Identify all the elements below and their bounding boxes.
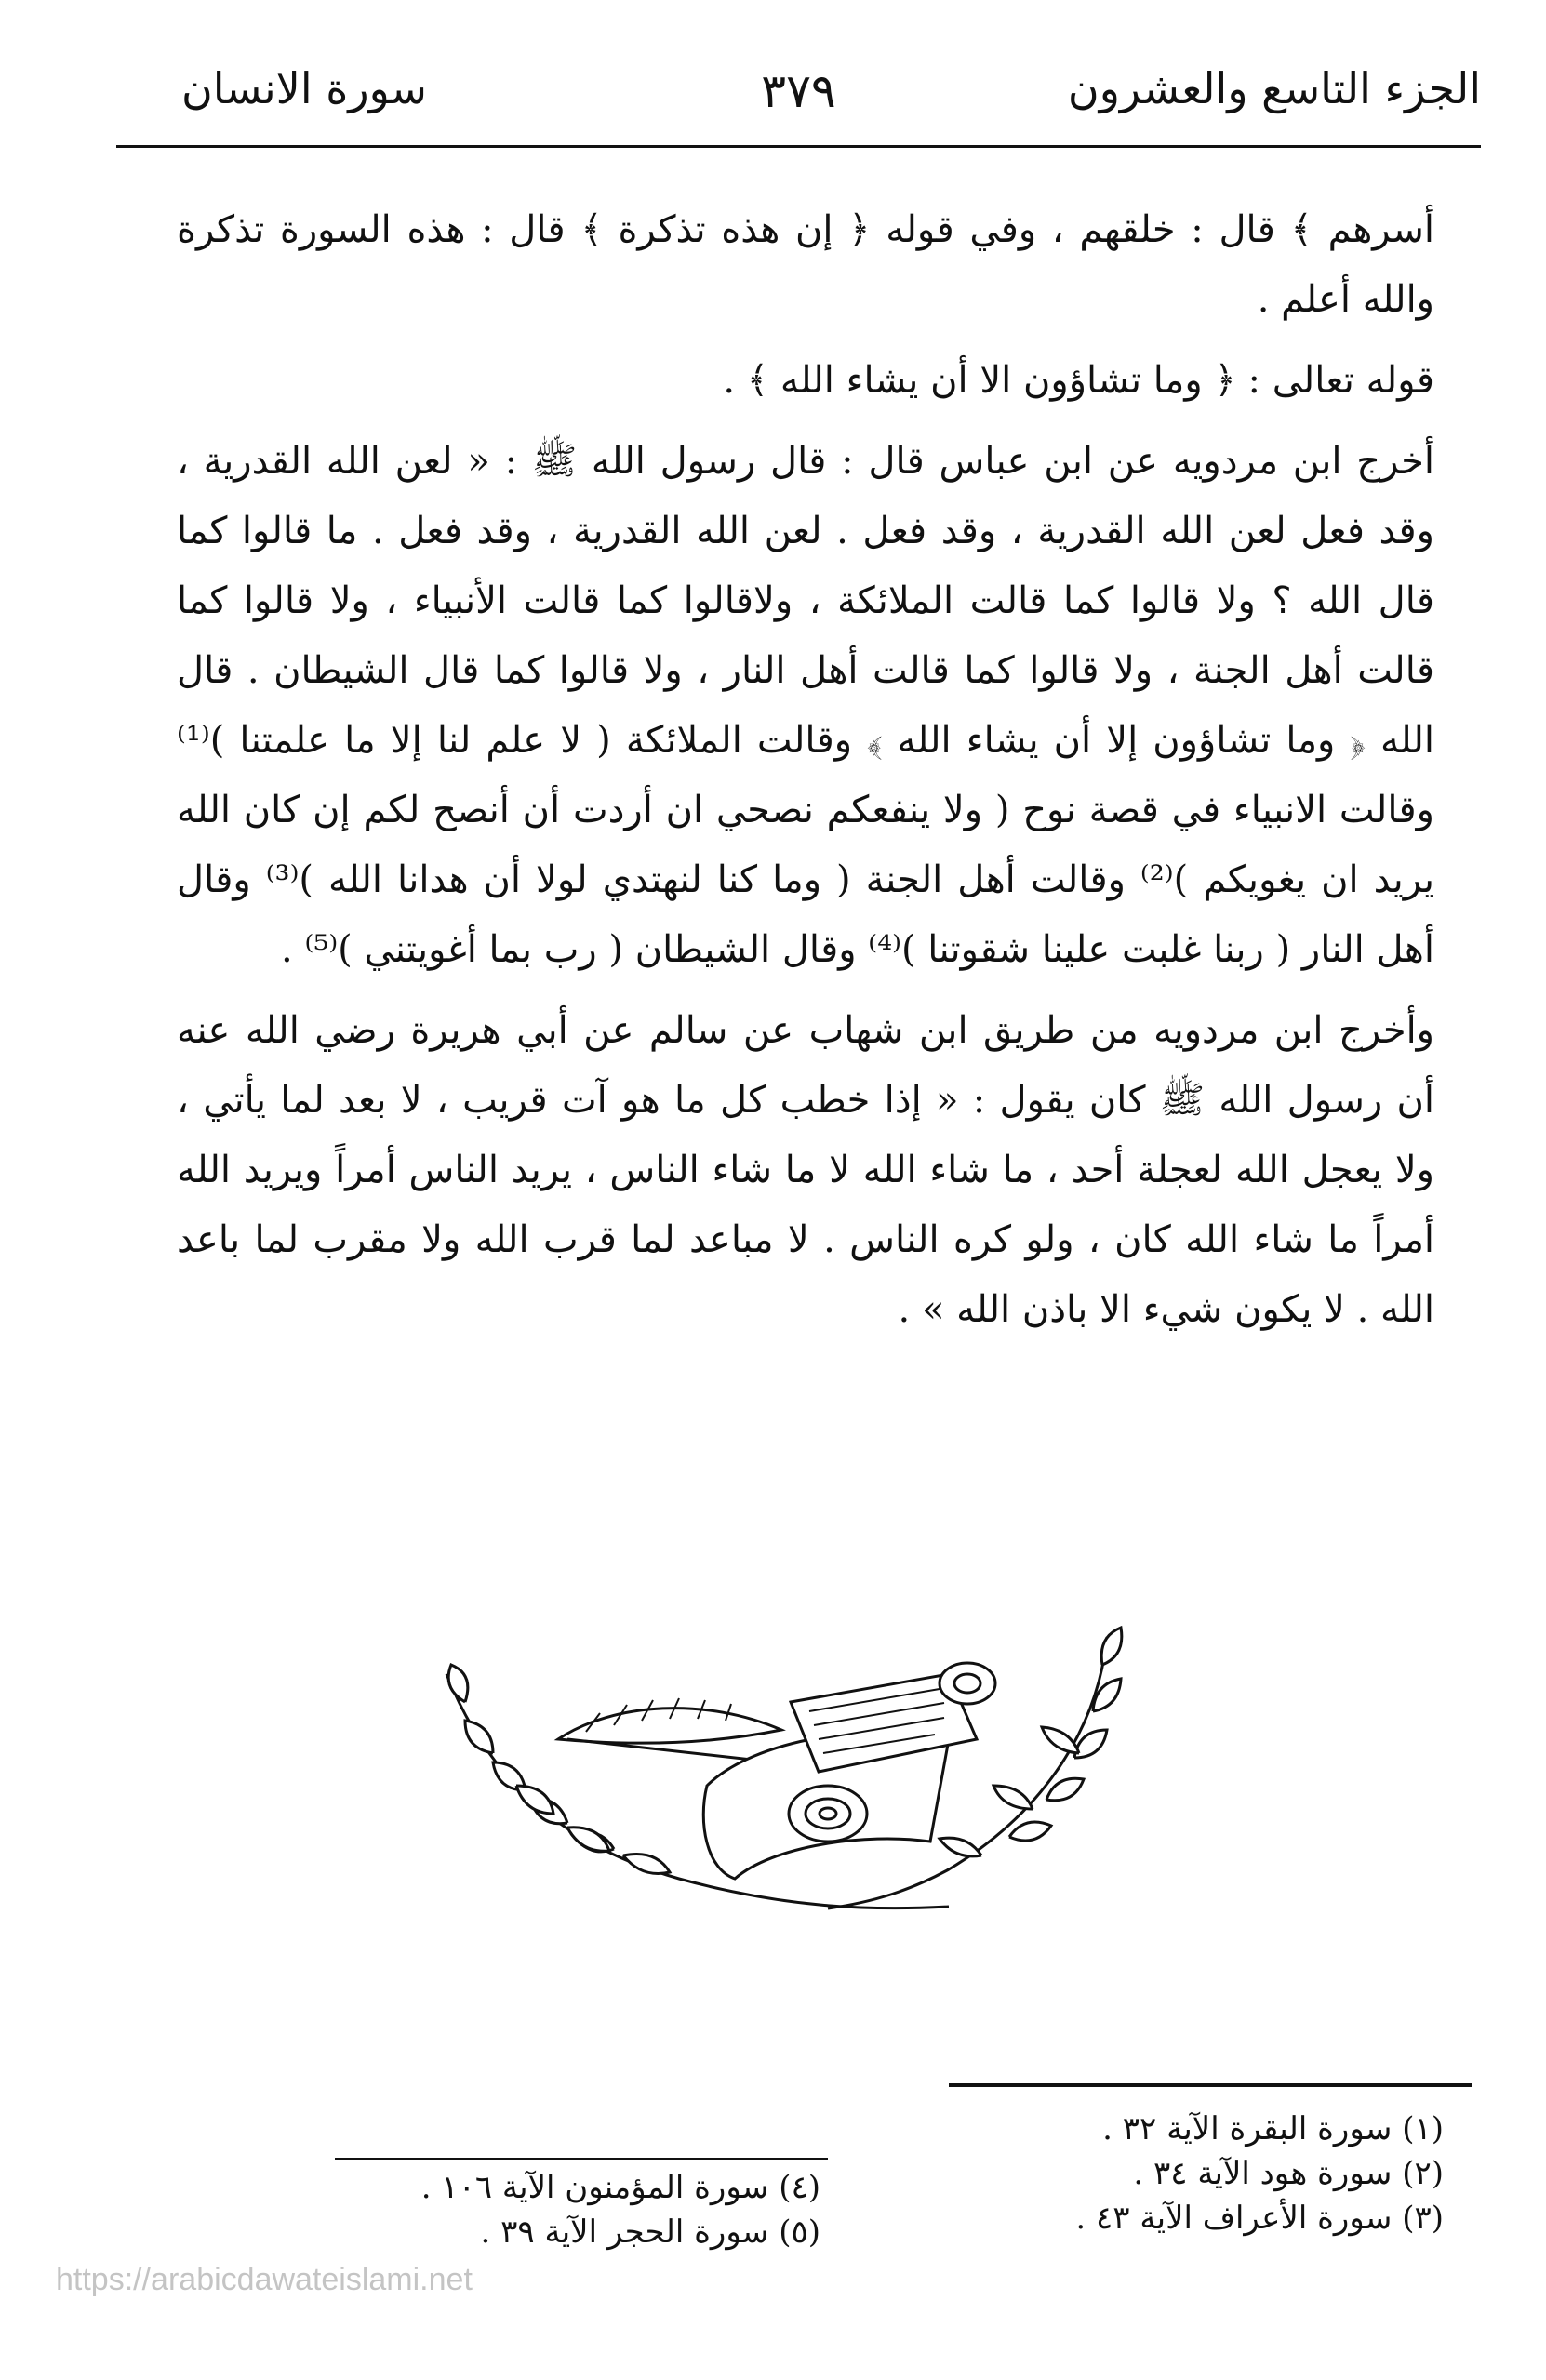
footnotes-left-column	[421, 2165, 820, 2254]
page-header	[116, 56, 1481, 140]
main-text	[177, 195, 1434, 1345]
footnote: (٥) سورة الحجر الآية ٣٩ .	[480, 2214, 820, 2251]
paragraph: أسرهم ﴾ قال : خلقهم ، وفي قوله ﴿ إن هذه تذكرة ﴾ قال : هذه السورة تذكرة والله أعلم .	[177, 208, 1435, 321]
footnote: (١) سورة البقرة الآية ٣٢ .	[1102, 2110, 1444, 2147]
footnote: (٤) سورة المؤمنون الآية ١٠٦ .	[420, 2169, 820, 2206]
surah-title: سورة الانسان	[181, 63, 427, 113]
paragraph: وأخرج ابن مردويه من طريق ابن شهاب عن سالم عن أبي هريرة رضي الله عنه أن رسول الله ﷺ كان يقول : « إذا خطب كل ما هو آت قريب ، لا بعد لما يأتي ، ولا يعجل الله لعجلة أحد ، ما شاء الله لا ما شاء الناس ، يريد الناس أمراً ويريد الله أمراً ما شاء الله كان ، ولو كره الناس . لا مباعد لما قرب الله ولا مقرب لما باعد الله . لا يكون شيء الا باذن الله » .	[177, 1009, 1434, 1331]
footnote-divider	[949, 2083, 1472, 2087]
scroll-wreath-ornament	[428, 1600, 1135, 1972]
part-title: الجزء التاسع والعشرون	[1067, 63, 1481, 113]
page-number: ٣٧٩	[761, 64, 836, 118]
header-divider	[116, 145, 1481, 148]
footnote: (٣) سورة الأعراف الآية ٤٣ .	[1075, 2200, 1444, 2237]
paragraph: أخرج ابن مردويه عن ابن عباس قال : قال رسول الله ﷺ : « لعن الله القدرية ، وقد فعل لعن الله القدرية ، وقد فعل . لعن الله القدرية ، وقد فعل . ما قالوا كما قال الله ؟ ولا قالوا كما قالت الملائكة ، ولاقالوا كما قالت الأنبياء ، ولا قالوا كما قالت أهل الجنة ، ولا قالوا كما قالت أهل النار ، ولا قالوا كما قال الشيطان . قال الله ﴿ وما تشاؤون إلا أن يشاء الله ﴾ وقالت الملائكة ( لا علم لنا إلا ما علمتنا )⁽¹⁾ وقالت الانبياء في قصة نوح ( ولا ينفعكم نصحي ان أردت أن أنصح لكم إن كان الله يريد ان يغويكم )⁽²⁾ وقالت أهل الجنة ( وما كنا لنهتدي لولا أن هدانا الله )⁽³⁾ وقال أهل النار ( ربنا غلبت علينا شقوتنا )⁽⁴⁾ وقال الشيطان ( رب بما أغويتني )⁽⁵⁾ .	[177, 440, 1434, 971]
footnote-divider	[335, 2158, 828, 2160]
watermark-url: https://arabicdawateislami.net	[56, 2262, 473, 2297]
paragraph: قوله تعالى : ﴿ وما تشاؤون الا أن يشاء الله ﴾ .	[723, 359, 1434, 402]
footnote: (٢) سورة هود الآية ٣٤ .	[1133, 2155, 1444, 2192]
footnotes-right-column	[1075, 2107, 1444, 2240]
